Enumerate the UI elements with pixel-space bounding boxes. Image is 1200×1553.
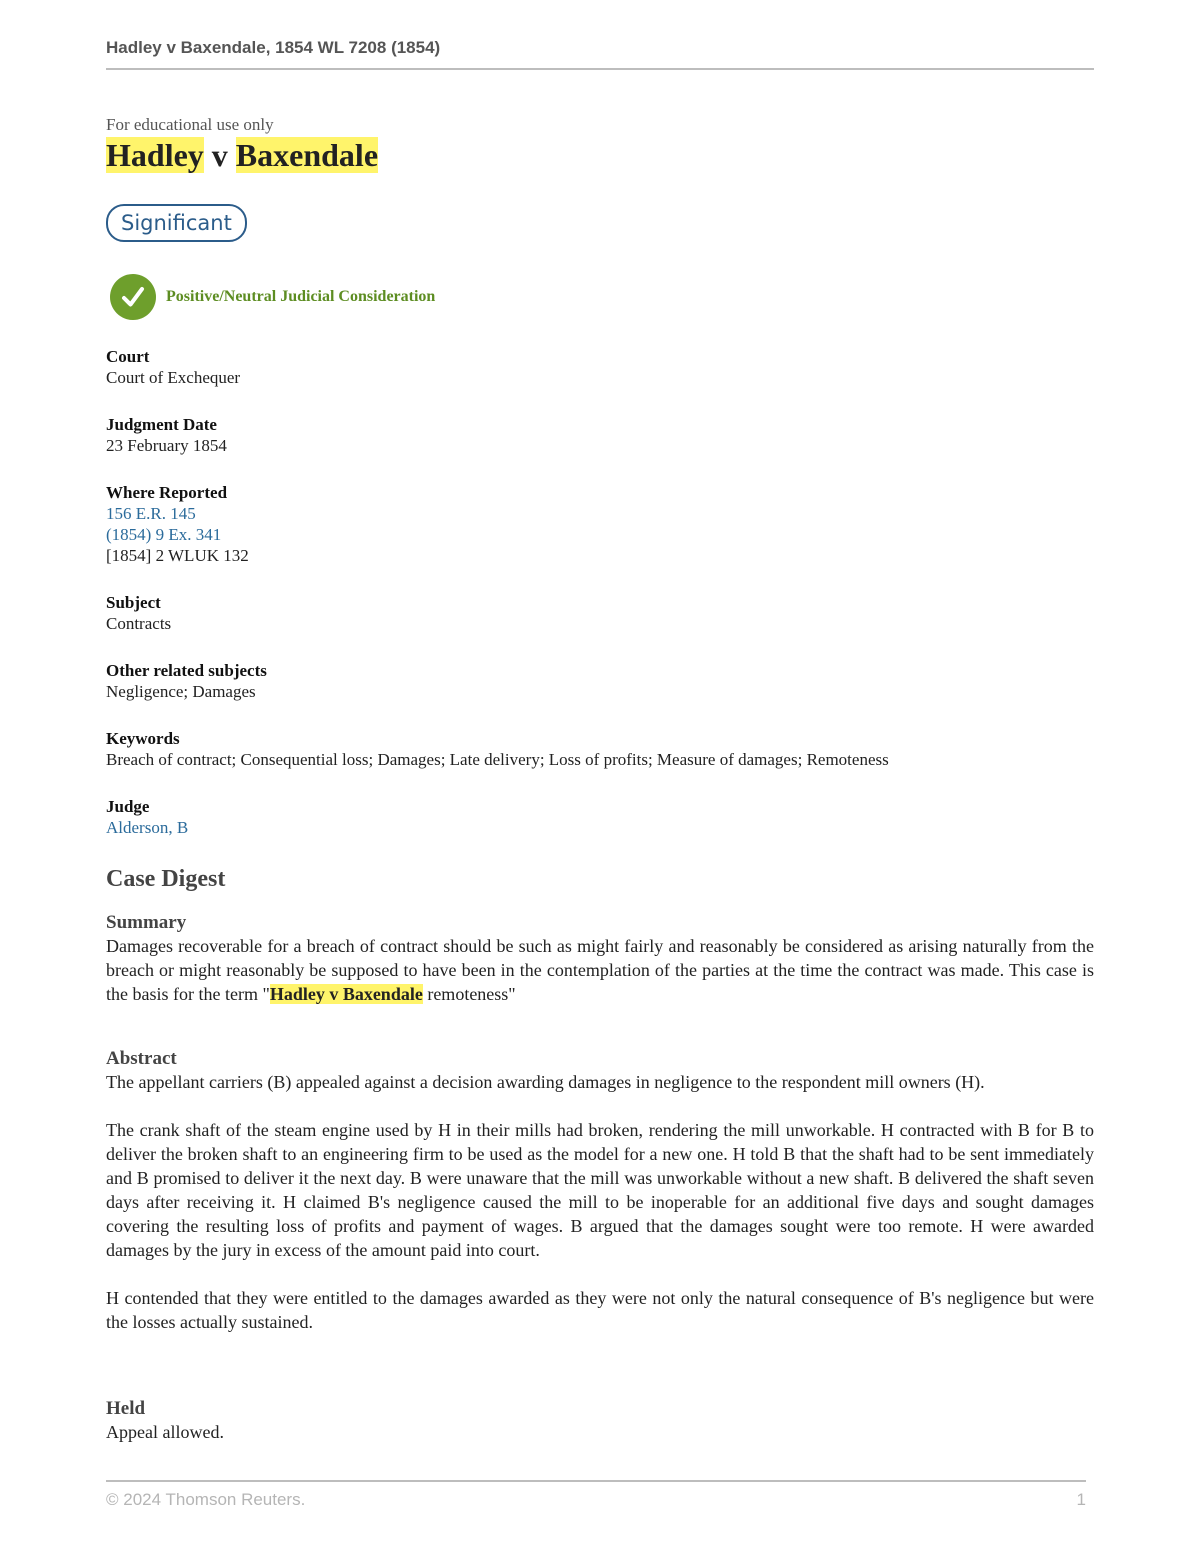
report-link[interactable]: 156 E.R. 145: [106, 504, 196, 523]
title-connector: v: [211, 137, 228, 173]
educational-notice: For educational use only: [106, 115, 274, 134]
summary-heading: Summary: [106, 912, 187, 933]
keywords-label: Keywords: [106, 729, 180, 748]
abstract-paragraph: The appellant carriers (B) appealed against a decision awarding damages in negligence to the respondent mill owners (H).: [106, 1072, 985, 1092]
summary-text: [106, 934, 1094, 1006]
field-where-reported: [106, 482, 1094, 566]
field-judgment-date: [106, 414, 1094, 456]
summary-highlight: Hadley v Baxendale: [269, 984, 423, 1004]
abstract-paragraph: The crank shaft of the steam engine used by H in their mills had broken, rendering the mill unworkable. H contracted with B for B to deliver the broken shaft to an engineering firm to be used as the model for a new one. H told B that the shaft had to be sent immediately and B promised to deliver it the next day. B were unaware that the mill was unworkable without a new shaft. B delivered the shaft seven days after receiving it. H claimed B's negligence caused the mill to be inoperable for an additional five days and sought damages covering the resulting loss of profits and payment of wages. B argued that the damages sought were too remote. H were awarded damages by the jury in excess of the amount paid into court.: [106, 1120, 1094, 1260]
where-reported-label: Where Reported: [106, 483, 228, 502]
judicial-consideration-flag[interactable]: [110, 274, 1094, 320]
flag-label: Positive/Neutral Judicial Consideration: [166, 288, 436, 305]
summary-text-before: Damages recoverable for a breach of contract should be such as might fairly and reasonably be considered as arising naturally from the breach or might reasonably be supposed to have been in the contemplation of the parties at the time the contract was made. This case is the basis for the term ": [106, 936, 1094, 1004]
report-citation: [1854] 2 WLUK 132: [106, 546, 249, 565]
significance-badge: Significant: [106, 204, 247, 242]
page-number: 1: [1076, 1490, 1086, 1509]
field-keywords: [106, 728, 1094, 770]
case-title: [106, 136, 1094, 174]
other-subjects-label: Other related subjects: [106, 661, 267, 680]
field-judge: [106, 796, 1094, 838]
judgment-date-label: Judgment Date: [106, 415, 217, 434]
abstract-paragraph: H contended that they were entitled to the damages awarded as they were not only the natural consequence of B's negligence but were the losses actually sustained.: [106, 1288, 1094, 1332]
case-digest-heading: Case Digest: [106, 866, 226, 892]
document-body: [106, 114, 1094, 1444]
court-value: Court of Exchequer: [106, 368, 241, 387]
field-other-subjects: [106, 660, 1094, 702]
summary-text-after: remoteness": [422, 984, 516, 1004]
title-part-1: Hadley: [106, 137, 204, 173]
copyright-text: © 2024 Thomson Reuters.: [106, 1490, 306, 1509]
judge-link[interactable]: Alderson, B: [106, 818, 189, 837]
judgment-date-value: 23 February 1854: [106, 436, 227, 455]
held-heading: Held: [106, 1398, 146, 1419]
check-circle-icon: [110, 274, 156, 320]
report-link[interactable]: (1854) 9 Ex. 341: [106, 525, 222, 544]
court-label: Court: [106, 347, 150, 366]
keywords-value: Breach of contract; Consequential loss; Damages; Late delivery; Loss of profits; Measure of damages; Remoteness: [106, 750, 889, 769]
judge-label: Judge: [106, 797, 150, 816]
field-court: [106, 346, 1094, 388]
other-subjects-value: Negligence; Damages: [106, 682, 256, 701]
page-footer: [106, 1480, 1086, 1510]
title-part-2: Baxendale: [235, 137, 379, 173]
subject-label: Subject: [106, 593, 161, 612]
page-header: [106, 38, 1094, 70]
held-text: Appeal allowed.: [106, 1422, 224, 1442]
field-subject: [106, 592, 1094, 634]
abstract-heading: Abstract: [106, 1048, 177, 1069]
subject-value: Contracts: [106, 614, 172, 633]
header-citation: Hadley v Baxendale, 1854 WL 7208 (1854): [106, 38, 441, 57]
